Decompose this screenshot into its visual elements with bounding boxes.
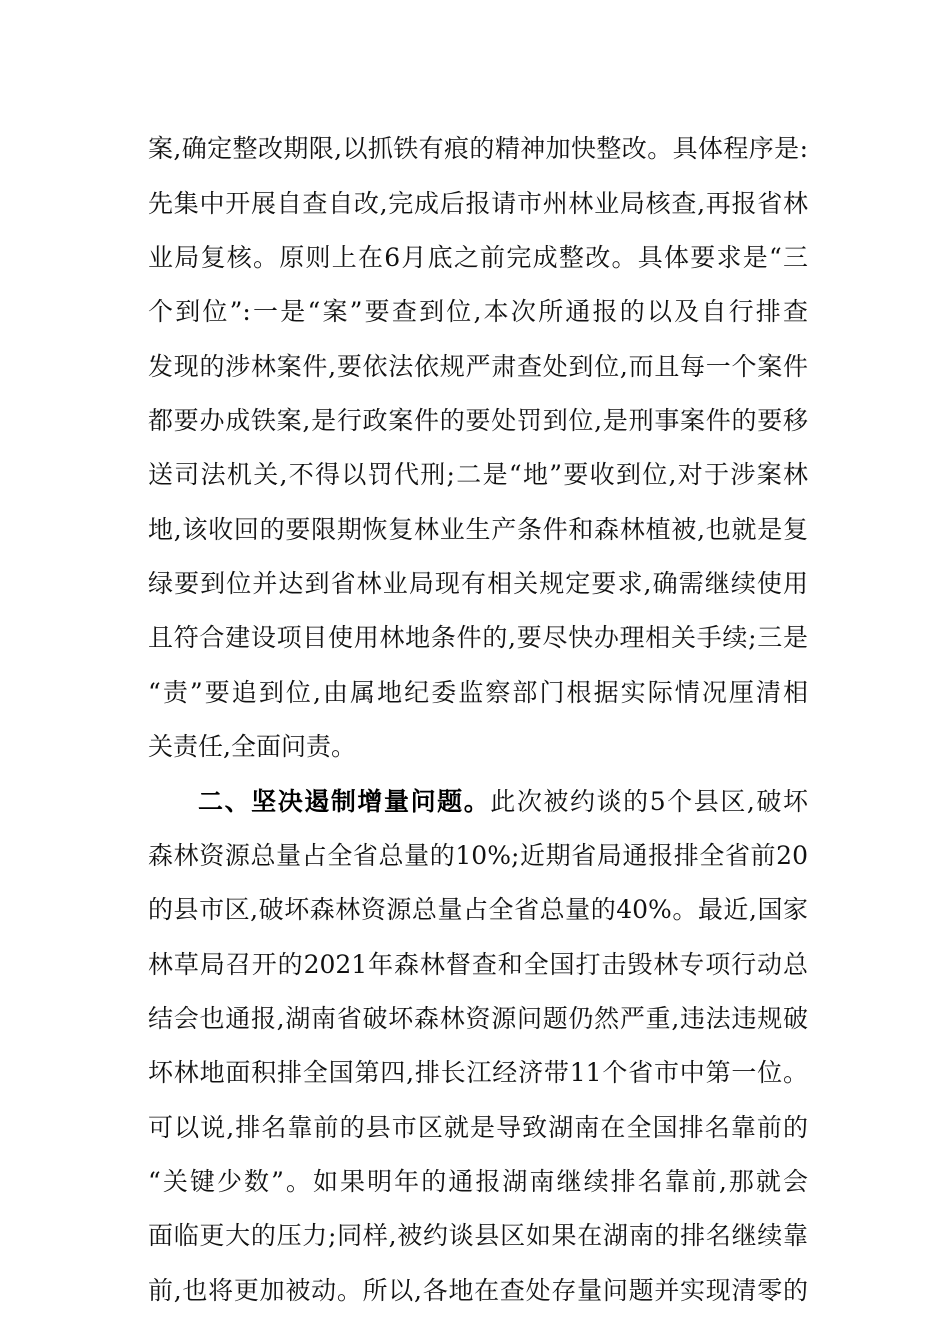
paragraph-line: 案,确定整改期限,以抓铁有痕的精神加快整改。具体程序是:: [148, 134, 808, 163]
paragraph-line: 都要办成铁案,是行政案件的要处罚到位,是刑事案件的要移: [148, 406, 808, 435]
section-text: 此次被约谈的5个县区,破坏: [490, 787, 808, 816]
paragraph-line: 绿要到位并达到省林业局现有相关规定要求,确需继续使用: [148, 569, 808, 598]
paragraph-line: “关键少数”。如果明年的通报湖南继续排名靠前,那就会: [148, 1167, 808, 1196]
section-heading-line: [198, 782, 808, 822]
paragraph-line: 且符合建设项目使用林地条件的,要尽快办理相关手续;三是: [148, 623, 808, 652]
paragraph-line: “责”要追到位,由属地纪委监察部门根据实际情况厘清相: [148, 678, 808, 707]
paragraph-line: 可以说,排名靠前的县市区就是导致湖南在全国排名靠前的: [148, 1113, 808, 1142]
section-heading: 二、坚决遏制增量问题。: [198, 787, 491, 816]
paragraph-line: 林草局召开的2021年森林督查和全国打击毁林专项行动总: [148, 950, 808, 979]
paragraph-line: 发现的涉林案件,要依法依规严肃查处到位,而且每一个案件: [148, 352, 808, 381]
paragraph-line: 地,该收回的要限期恢复林业生产条件和森林植被,也就是复: [148, 515, 808, 544]
paragraph-line: 个到位”:一是“案”要查到位,本次所通报的以及自行排查: [148, 297, 808, 326]
paragraph-line: 业局复核。原则上在6月底之前完成整改。具体要求是“三: [148, 243, 808, 272]
paragraph-line: 先集中开展自查自改,完成后报请市州林业局核查,再报省林: [148, 189, 808, 218]
paragraph-line: 坏林地面积排全国第四,排长江经济带11个省市中第一位。: [148, 1058, 808, 1087]
paragraph-line: 的县市区,破坏森林资源总量占全省总量的40%。最近,国家: [148, 895, 808, 924]
paragraph-line: 森林资源总量占全省总量的10%;近期省局通报排全省前20: [148, 841, 808, 870]
paragraph-line: 送司法机关,不得以罚代刑;二是“地”要收到位,对于涉案林: [148, 460, 808, 489]
paragraph-line: 结会也通报,湖南省破坏森林资源问题仍然严重,违法违规破: [148, 1004, 808, 1033]
paragraph-line: 前,也将更加被动。所以,各地在查处存量问题并实现清零的: [148, 1276, 808, 1305]
paragraph-line: 面临更大的压力;同样,被约谈县区如果在湖南的排名继续靠: [148, 1221, 808, 1250]
paragraph-line: 关责任,全面问责。: [148, 732, 356, 761]
